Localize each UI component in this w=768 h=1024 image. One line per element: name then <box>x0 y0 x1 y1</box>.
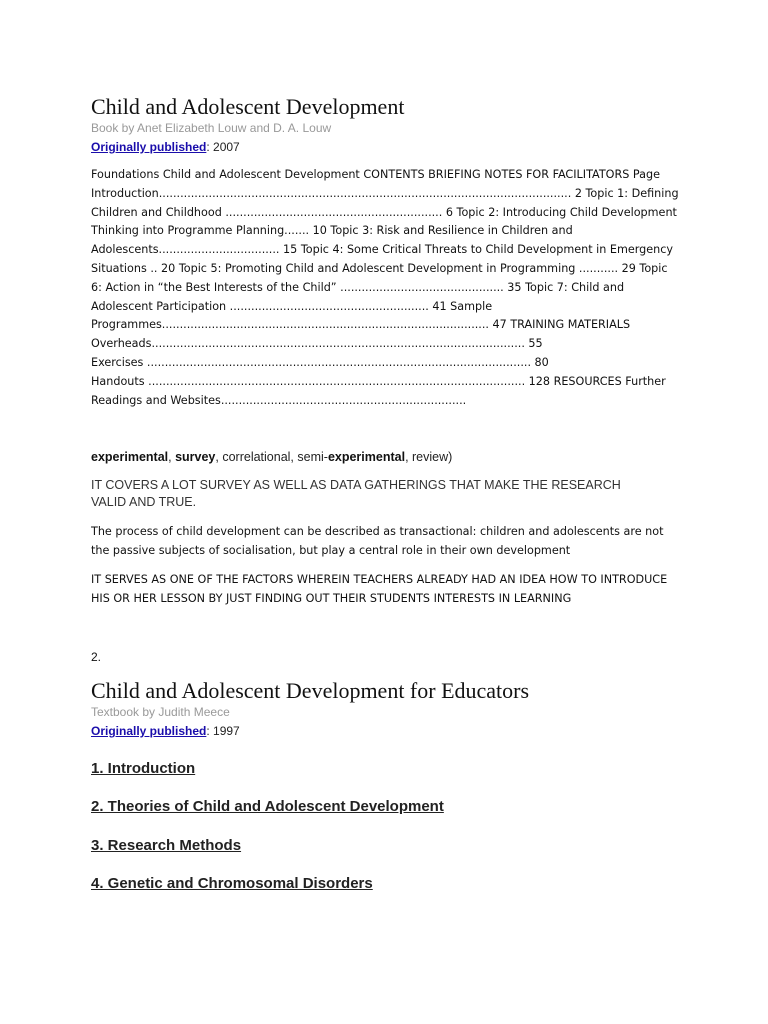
keyword-text: , review) <box>405 450 453 464</box>
originally-published-link[interactable]: Originally published <box>91 140 207 154</box>
book2-originally-published <box>91 724 240 739</box>
contents-line: 6: Action in “the Best Interests of the Child” .............................................. 35 Topic 7: Child and <box>91 280 625 294</box>
contents-line: Adolescents.................................. 15 Topic 4: Some Critical Threats to Child Development in Emergency <box>91 243 673 257</box>
book1-author-line: Book by Anet Elizabeth Louw and D. A. Louw <box>91 121 332 135</box>
book2-title: Child and Adolescent Development for Educators <box>91 678 530 703</box>
book2-published-year: : 1997 <box>206 724 240 738</box>
contents-line: Introduction.................................................................................................................... 2 Topic 1: Defining <box>91 186 679 200</box>
contents-line: Overheads......................................................................................................... 55 <box>91 337 543 351</box>
book1-title: Child and Adolescent Development <box>91 94 405 119</box>
book2-author-line: Textbook by Judith Meece <box>91 705 230 719</box>
chapter-link-genetic-disorders[interactable]: 4. Genetic and Chromosomal Disorders <box>91 875 373 892</box>
chapter-link-research-methods[interactable]: 3. Research Methods <box>91 837 242 854</box>
keyword-bold: experimental <box>327 450 406 464</box>
book1-published-year: : 2007 <box>206 140 240 154</box>
book1-contents-block <box>91 166 683 410</box>
keyword-bold: survey <box>175 450 216 464</box>
contents-line: Thinking into Programme Planning....... 10 Topic 3: Risk and Resilience in Children and <box>91 224 573 238</box>
paragraph-line: HIS OR HER LESSON BY JUST FINDING OUT THEIR STUDENTS INTERESTS IN LEARNING <box>91 591 572 605</box>
contents-line: Situations .. 20 Topic 5: Promoting Child and Adolescent Development in Programming ........... 29 Topic <box>91 261 668 275</box>
teachers-paragraph <box>91 571 691 609</box>
book1-originally-published <box>91 140 240 155</box>
contents-line: Readings and Websites..................................................................... <box>91 393 467 407</box>
chapter-link-theories[interactable]: 2. Theories of Child and Adolescent Development <box>91 798 444 815</box>
research-methods-keywords <box>91 450 452 464</box>
keyword-separator: , <box>168 450 176 464</box>
survey-note: IT COVERS A LOT SURVEY AS WELL AS DATA GATHERINGS THAT MAKE THE RESEARCH VALID AND TRUE. <box>91 478 621 509</box>
paragraph-line: IT SERVES AS ONE OF THE FACTORS WHEREIN TEACHERS ALREADY HAD AN IDEA HOW TO INTRODUCE <box>91 573 668 586</box>
contents-line: Foundations Child and Adolescent Development CONTENTS BRIEFING NOTES FOR FACILITATORS Page <box>91 168 660 181</box>
contents-line: Adolescent Participation ........................................................ 41 Sample <box>91 299 493 313</box>
chapter-link-introduction[interactable]: 1. Introduction <box>91 760 196 777</box>
contents-line: Children and Childhood ............................................................. 6 Topic 2: Introducing Child Development <box>91 205 677 219</box>
paragraph-line: the passive subjects of socialisation, but play a central role in their own development <box>91 543 571 557</box>
contents-line: Programmes............................................................................................ 47 TRAINING MATERIALS <box>91 318 631 332</box>
keyword-text: , correlational, semi- <box>215 450 328 464</box>
paragraph-line: The process of child development can be described as transactional: children and adolescents are not <box>91 525 664 538</box>
transactional-paragraph <box>91 523 691 561</box>
originally-published-link[interactable]: Originally published <box>91 724 207 738</box>
keyword-bold: experimental <box>91 450 169 464</box>
contents-line: Exercises ............................................................................................................ 80 <box>91 355 549 369</box>
contents-line: Handouts .......................................................................................................... 128 RESOURCES Further <box>91 374 666 388</box>
item-number: 2. <box>91 650 102 664</box>
